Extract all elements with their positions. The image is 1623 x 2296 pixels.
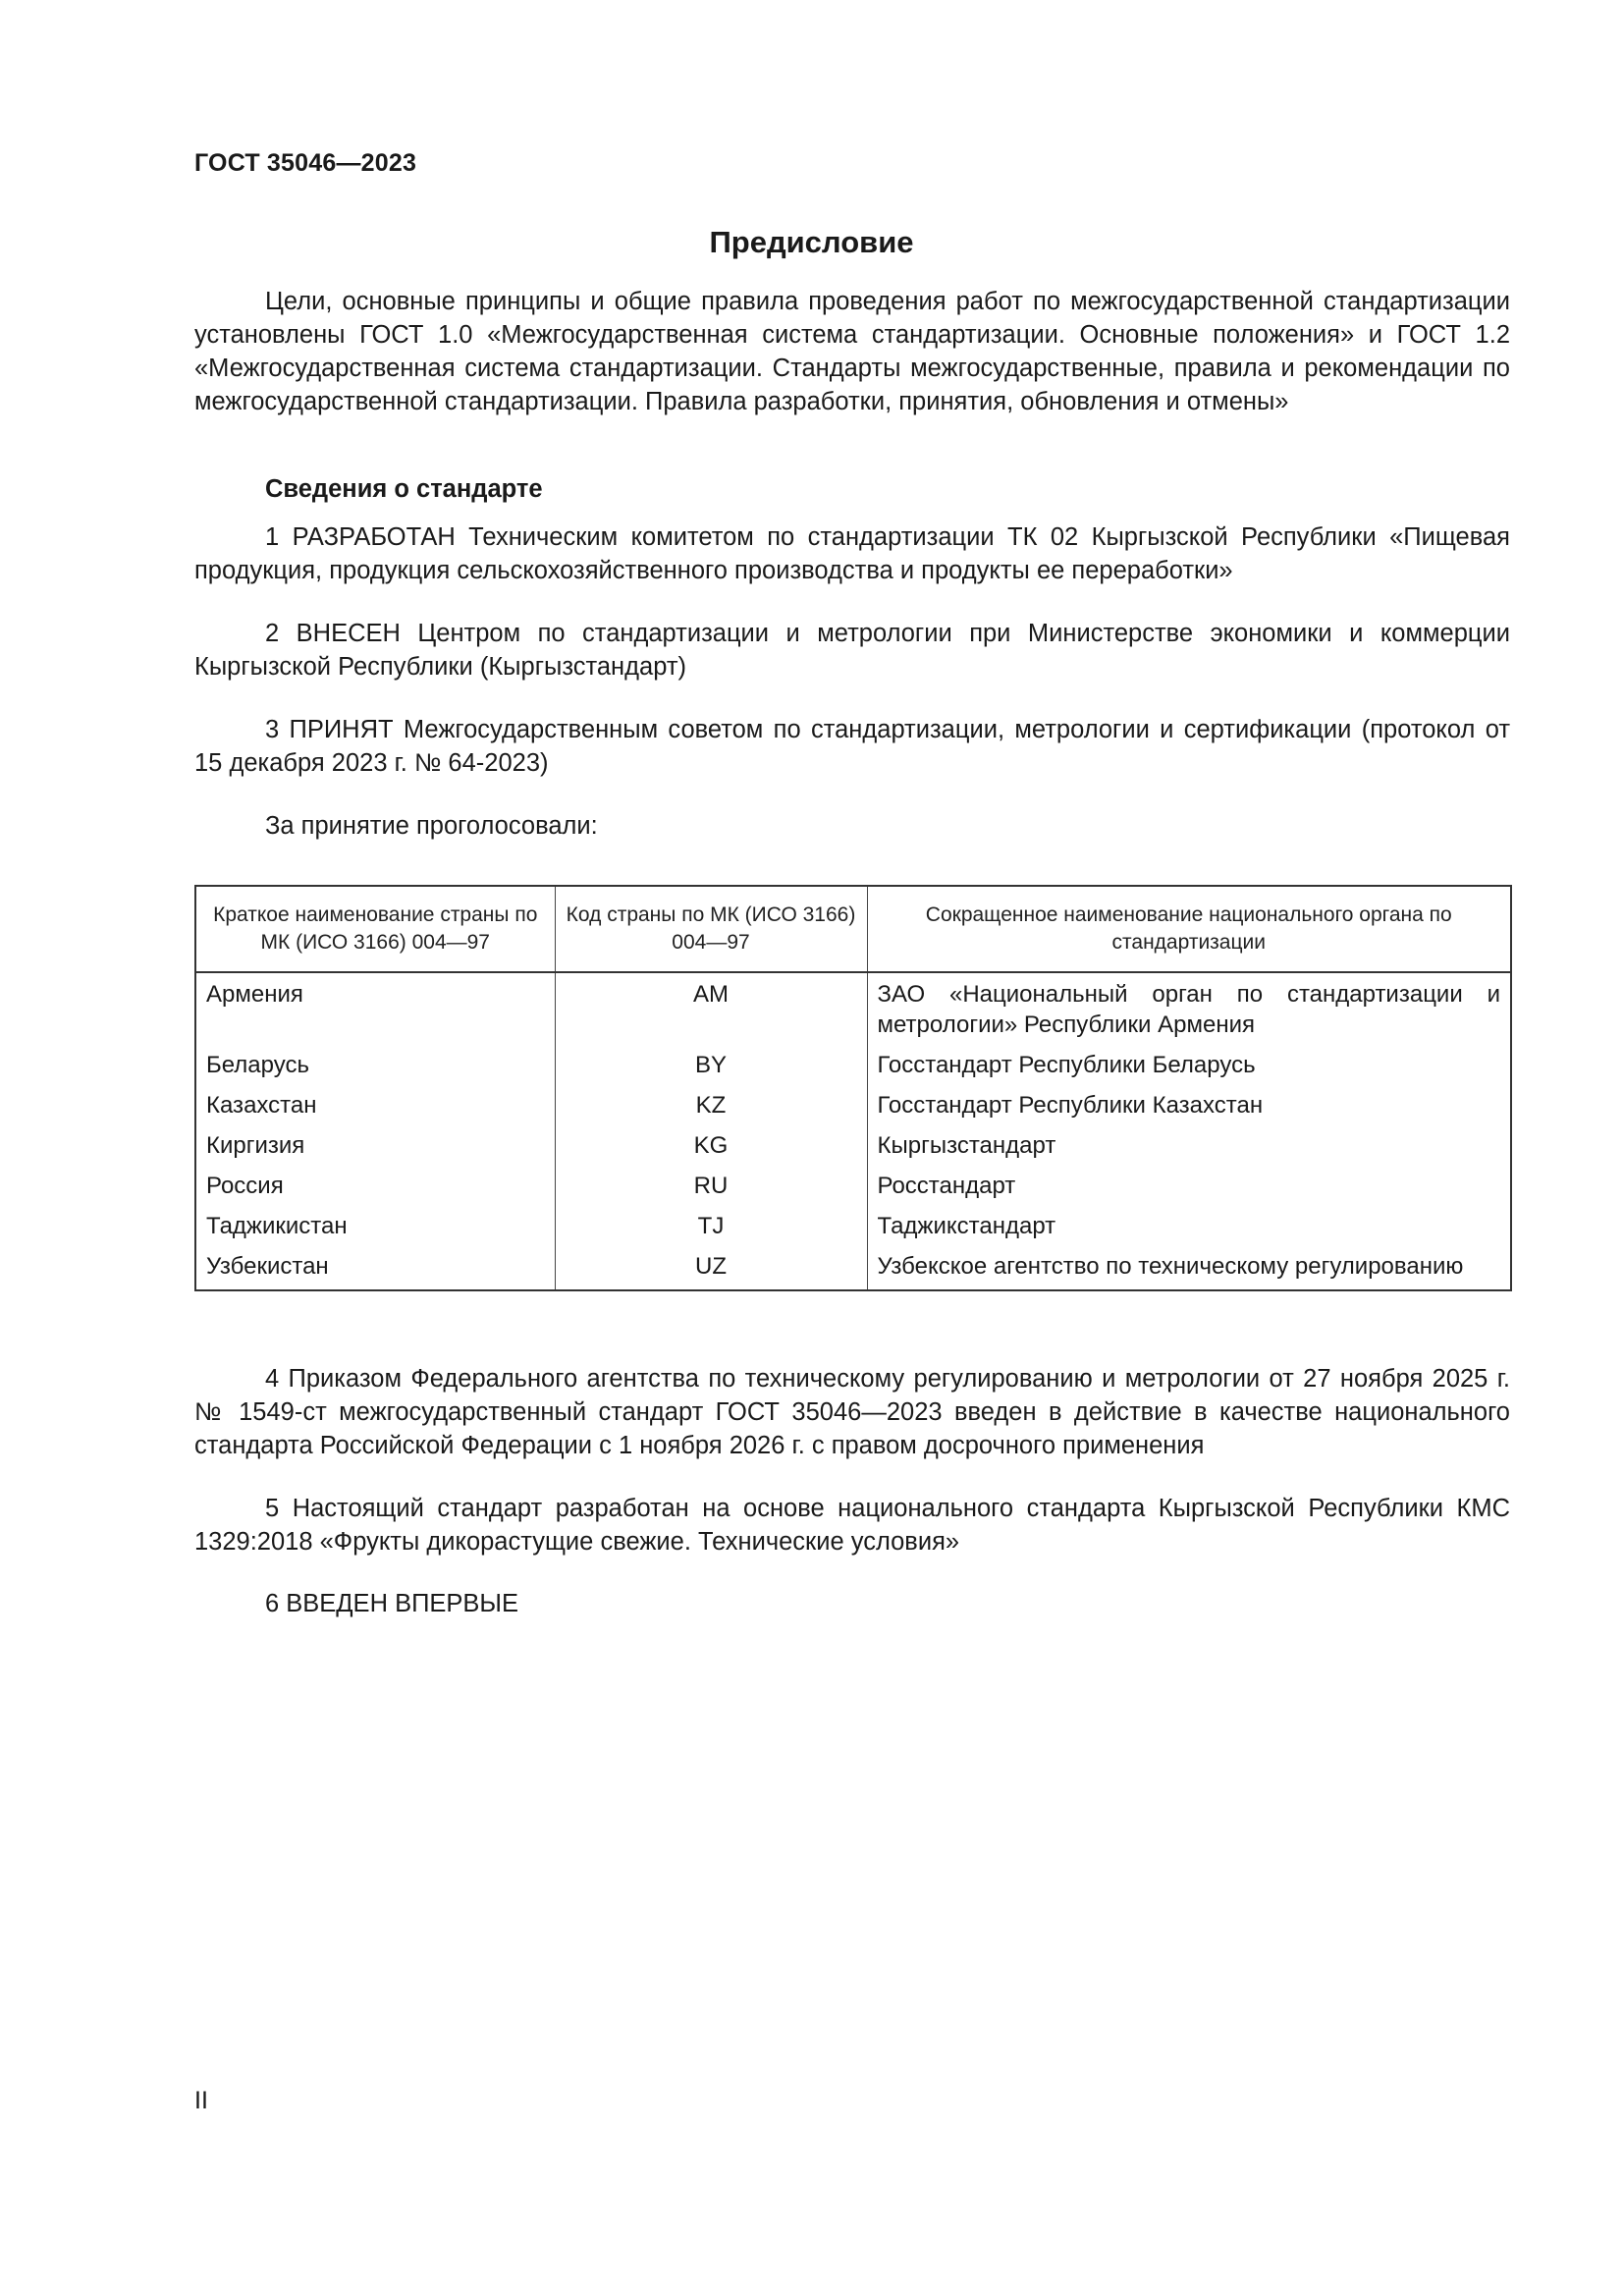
voting-table: [194, 885, 1512, 1291]
table-row: [195, 1124, 1511, 1165]
national-body-cell: Росстандарт: [867, 1165, 1511, 1205]
table-row: [195, 1205, 1511, 1245]
page-number: II: [194, 2087, 208, 2114]
table-header-row: [195, 886, 1511, 972]
item-2-paragraph: 2 ВНЕСЕН Центром по стандартизации и метрологии при Министерстве экономики и коммерции Кыргызской Республики (Кыргызстандарт): [194, 620, 1510, 681]
header-country: Краткое наименование страны по МК (ИСО 3166) 004—97: [195, 886, 555, 972]
code-cell: BY: [555, 1044, 867, 1084]
national-body-cell: Госстандарт Республики Казахстан: [867, 1084, 1511, 1124]
code-cell: UZ: [555, 1245, 867, 1290]
code-cell: TJ: [555, 1205, 867, 1245]
country-cell: Беларусь: [195, 1044, 555, 1084]
header-code: Код страны по МК (ИСО 3166) 004—97: [555, 886, 867, 972]
code-cell: AM: [555, 972, 867, 1044]
national-body-cell: Госстандарт Республики Беларусь: [867, 1044, 1511, 1084]
table-row: [195, 1044, 1511, 1084]
national-body-cell: Узбекское агентство по техническому регулированию: [867, 1245, 1511, 1290]
item-3-paragraph: 3 ПРИНЯТ Межгосударственным советом по стандартизации, метрологии и сертификации (протокол от 15 декабря 2023 г. № 64-2023): [194, 716, 1510, 777]
document-code-header: ГОСТ 35046—2023: [194, 149, 417, 177]
item-6-line: 6 ВВЕДЕН ВПЕРВЫЕ: [265, 1590, 519, 1617]
table-row: [195, 1245, 1511, 1290]
table-row: [195, 1084, 1511, 1124]
intro-paragraph: Цели, основные принципы и общие правила проведения работ по межгосударственной стандартизации установлены ГОСТ 1.0 «Межгосударственная система стандартизации. Основные положения» и ГОСТ 1.2 «Межгосударственная система стандартизации. Стандарты межгосударственные, правила и рекомендации по межгосударственной стандартизации. Правила разработки, принятия, обновления и отмены»: [194, 288, 1510, 415]
header-national-body: Сокращенное наименование национального органа по стандартизации: [867, 886, 1511, 972]
item-1-paragraph: 1 РАЗРАБОТАН Техническим комитетом по стандартизации ТК 02 Кыргызской Республики «Пищевая продукция, продукция сельскохозяйственного производства и продукты ее переработки»: [194, 523, 1510, 584]
national-body-cell: Кыргызстандарт: [867, 1124, 1511, 1165]
code-cell: RU: [555, 1165, 867, 1205]
country-cell: Таджикистан: [195, 1205, 555, 1245]
code-cell: KZ: [555, 1084, 867, 1124]
item-4-paragraph: 4 Приказом Федерального агентства по техническому регулированию и метрологии от 27 ноября 2025 г. № 1549-ст межгосударственный стандарт ГОСТ 35046—2023 введен в действие в качестве национального стандарта Российской Федерации с 1 ноября 2026 г. с правом досрочного применения: [194, 1365, 1510, 1459]
page-title: Предисловие: [709, 225, 914, 259]
table-row: [195, 972, 1511, 1044]
vote-intro: За принятие проголосовали:: [265, 812, 598, 840]
country-cell: Казахстан: [195, 1084, 555, 1124]
code-cell: KG: [555, 1124, 867, 1165]
country-cell: Киргизия: [195, 1124, 555, 1165]
table-row: [195, 1165, 1511, 1205]
national-body-cell: Таджикстандарт: [867, 1205, 1511, 1245]
country-cell: Россия: [195, 1165, 555, 1205]
country-cell: Армения: [195, 972, 555, 1044]
info-heading: Сведения о стандарте: [265, 475, 543, 503]
country-cell: Узбекистан: [195, 1245, 555, 1290]
item-5-paragraph: 5 Настоящий стандарт разработан на основе национального стандарта Кыргызской Республики КМС 1329:2018 «Фрукты дикорастущие свежие. Технические условия»: [194, 1495, 1510, 1556]
national-body-cell: ЗАО «Национальный орган по стандартизации и метрологии» Республики Армения: [867, 972, 1511, 1044]
